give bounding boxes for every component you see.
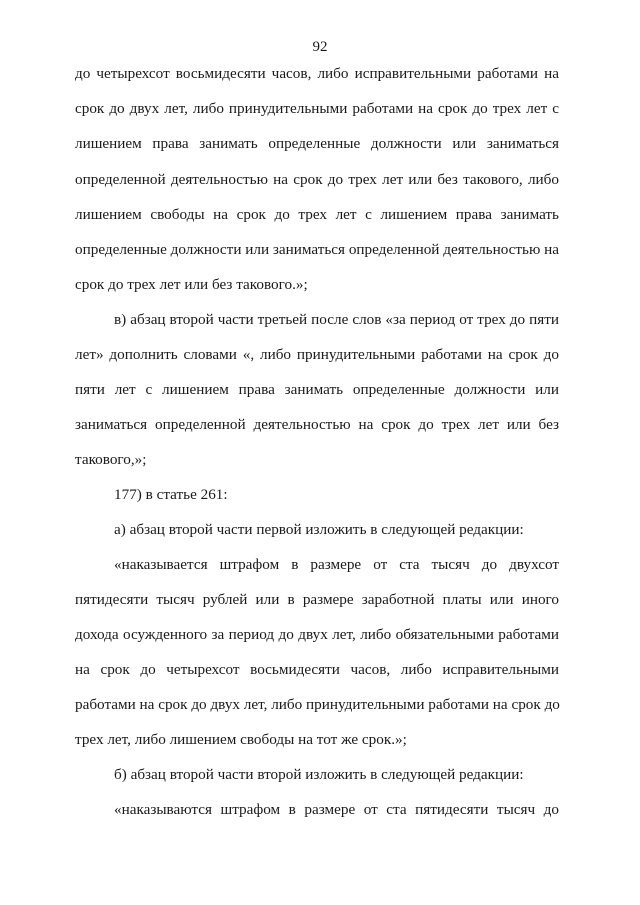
- article-item-heading: 177) в статье 261:: [114, 486, 228, 503]
- text-line: пяти лет с лишением права занимать определенные должности или: [75, 381, 559, 398]
- text-line: дохода осужденного за период до двух лет, либо обязательными работами: [75, 626, 559, 643]
- text-line: заниматься определенной деятельностью на срок до трех лет или без: [75, 416, 559, 433]
- text-line: пятидесяти тысяч рублей или в размере заработной платы или иного: [75, 591, 559, 608]
- quote-first-line: «наказывается штрафом в размере от ста тысяч до двухсот: [114, 556, 559, 573]
- quote-first-line: «наказываются штрафом в размере от ста пятидесяти тысяч до: [114, 801, 559, 818]
- text-line: лишением права занимать определенные должности или заниматься: [75, 135, 559, 152]
- text-line: работами на срок до двух лет, либо принудительными работами на срок до: [75, 696, 560, 713]
- page-number: 92: [312, 39, 328, 55]
- paragraph-first-line: а) абзац второй части первой изложить в следующей редакции:: [114, 521, 524, 538]
- paragraph-first-line: в) абзац второй части третьей после слов «за период от трех до пяти: [114, 311, 559, 328]
- paragraph-first-line: б) абзац второй части второй изложить в следующей редакции:: [114, 766, 524, 783]
- text-line: трех лет, либо лишением свободы на тот же срок.»;: [75, 731, 407, 748]
- text-line: лишением свободы на срок до трех лет с лишением права занимать: [75, 206, 559, 223]
- text-line: лет» дополнить словами «, либо принудительными работами на срок до: [75, 346, 559, 363]
- text-line: до четырехсот восьмидесяти часов, либо исправительными работами на: [75, 65, 559, 82]
- text-line: срок до трех лет или без такового.»;: [75, 276, 308, 293]
- text-line: на срок до четырехсот восьмидесяти часов, либо исправительными: [75, 661, 559, 678]
- text-line: определенные должности или заниматься определенной деятельностью на: [75, 241, 559, 258]
- text-line: определенной деятельностью на срок до трех лет или без такового, либо: [75, 171, 559, 188]
- text-line: срок до двух лет, либо принудительными работами на срок до трех лет с: [75, 100, 559, 117]
- text-line: такового,»;: [75, 451, 147, 468]
